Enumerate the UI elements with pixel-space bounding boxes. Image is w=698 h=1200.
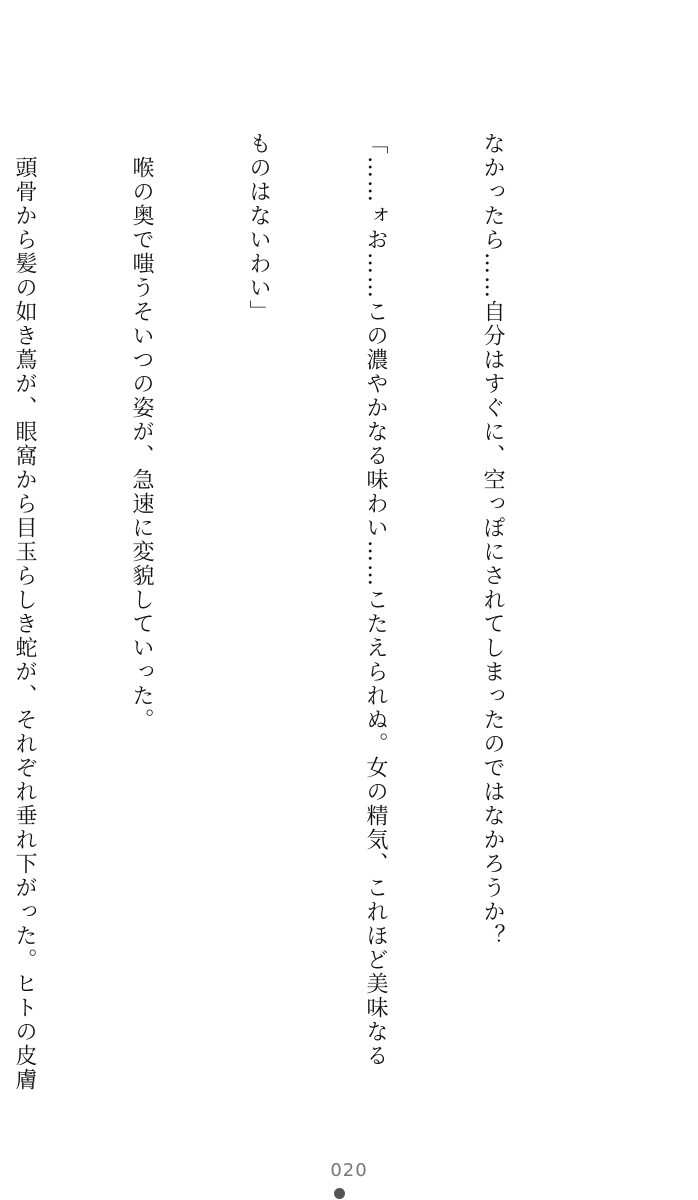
page-dot-icon bbox=[334, 1188, 345, 1199]
text-line-5: 頭骨から髪の如き蔦が、眼窩から目玉らしき蛇が、それぞれ垂れ下がった。ヒトの皮膚 bbox=[12, 132, 37, 1092]
page-number: 020 bbox=[330, 1160, 368, 1181]
text-line-1: なかったら……自分はすぐに、空っぽにされてしまったのではなかろうか？ bbox=[480, 132, 505, 948]
text-line-2: 「……ォお……この濃やかなる味わい……こたえられぬ。女の精気、これほど美味なる bbox=[363, 132, 388, 1068]
text-line-3: ものはないわい」 bbox=[246, 132, 271, 324]
text-line-4: 喉の奥で嗤うそいつの姿が、急速に変貌していった。 bbox=[129, 132, 154, 732]
vertical-text-body bbox=[0, 132, 590, 1132]
